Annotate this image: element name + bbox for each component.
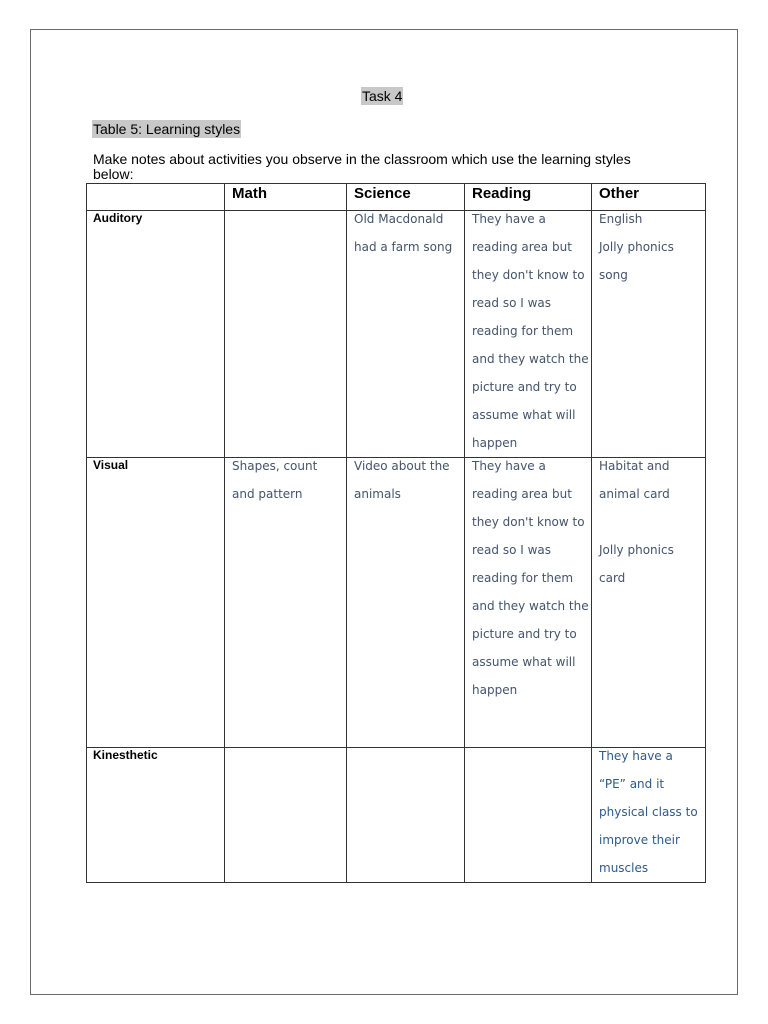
cell-note-line: Jolly phonics bbox=[599, 543, 674, 557]
header-reading: Reading bbox=[465, 184, 592, 211]
row-label-visual bbox=[87, 458, 225, 748]
cell-note-line: Old Macdonald bbox=[354, 212, 444, 226]
cell-note-line: picture and try to bbox=[472, 627, 577, 641]
header-blank bbox=[87, 184, 225, 211]
cell-auditory-other bbox=[592, 211, 706, 458]
cell-note-line: Shapes, count bbox=[232, 459, 318, 473]
cell-note-line: song bbox=[599, 268, 628, 282]
cell-note-line: English bbox=[599, 212, 643, 226]
header-math: Math bbox=[225, 184, 347, 211]
cell-note-line: reading area but bbox=[472, 487, 572, 501]
cell-auditory-reading bbox=[465, 211, 592, 458]
cell-note-line: Video about the bbox=[354, 459, 450, 473]
cell-visual-science bbox=[347, 458, 465, 748]
cell-kinesthetic-other bbox=[592, 748, 706, 883]
row-label-text: Kinesthetic bbox=[93, 748, 158, 762]
table-caption: Table 5: Learning styles bbox=[93, 121, 241, 137]
task-title: Task 4 bbox=[362, 88, 403, 104]
cell-visual-reading bbox=[465, 458, 592, 748]
cell-visual-other bbox=[592, 458, 706, 748]
row-label-auditory bbox=[87, 211, 225, 458]
cell-note-line: they don't know to bbox=[472, 268, 585, 282]
cell-auditory-math bbox=[225, 211, 347, 458]
row-label-text: Visual bbox=[93, 458, 129, 472]
learning-styles-table bbox=[86, 183, 706, 883]
header-other: Other bbox=[592, 184, 706, 211]
cell-note-line: reading area but bbox=[472, 240, 572, 254]
cell-note-line: card bbox=[599, 571, 626, 585]
cell-note-line: happen bbox=[472, 683, 518, 697]
cell-note-line: read so I was bbox=[472, 543, 552, 557]
cell-note-line: Habitat and bbox=[599, 459, 670, 473]
row-label-kinesthetic bbox=[87, 748, 225, 883]
cell-note-line: assume what will bbox=[472, 408, 576, 422]
cell-note-line: muscles bbox=[599, 861, 649, 875]
cell-note-line: reading for them bbox=[472, 324, 574, 338]
cell-note-line: animals bbox=[354, 487, 401, 501]
table-row-visual bbox=[87, 458, 706, 748]
cell-note-line: improve their bbox=[599, 833, 680, 847]
cell-blank-line bbox=[599, 508, 702, 536]
cell-note-line: They have a bbox=[472, 212, 546, 226]
cell-kinesthetic-reading bbox=[465, 748, 592, 883]
cell-auditory-science bbox=[347, 211, 465, 458]
cell-note-line: read so I was bbox=[472, 296, 552, 310]
cell-note-line: They have a bbox=[472, 459, 546, 473]
cell-note-line: happen bbox=[472, 436, 518, 450]
cell-note-line: assume what will bbox=[472, 655, 576, 669]
cell-note-line: physical class to bbox=[599, 805, 698, 819]
cell-note-line: Jolly phonics bbox=[599, 240, 674, 254]
cell-note-line: animal card bbox=[599, 487, 670, 501]
table-row-kinesthetic bbox=[87, 748, 706, 883]
cell-note-line: “PE” and it bbox=[599, 777, 665, 791]
row-label-text: Auditory bbox=[93, 211, 143, 225]
cell-kinesthetic-math bbox=[225, 748, 347, 883]
cell-note-line: and they watch the bbox=[472, 599, 589, 613]
cell-note-line: had a farm song bbox=[354, 240, 453, 254]
cell-note-line: picture and try to bbox=[472, 380, 577, 394]
table-row-auditory bbox=[87, 211, 706, 458]
cell-note-line: reading for them bbox=[472, 571, 574, 585]
instructions-text: Make notes about activities you observe in the classroom which use the learning styles below: bbox=[93, 151, 631, 182]
cell-visual-math bbox=[225, 458, 347, 748]
header-science: Science bbox=[347, 184, 465, 211]
cell-note-line: and they watch the bbox=[472, 352, 589, 366]
cell-note-line: they don't know to bbox=[472, 515, 585, 529]
cell-kinesthetic-science bbox=[347, 748, 465, 883]
cell-note-line: They have a bbox=[599, 749, 673, 763]
cell-note-line: and pattern bbox=[232, 487, 303, 501]
